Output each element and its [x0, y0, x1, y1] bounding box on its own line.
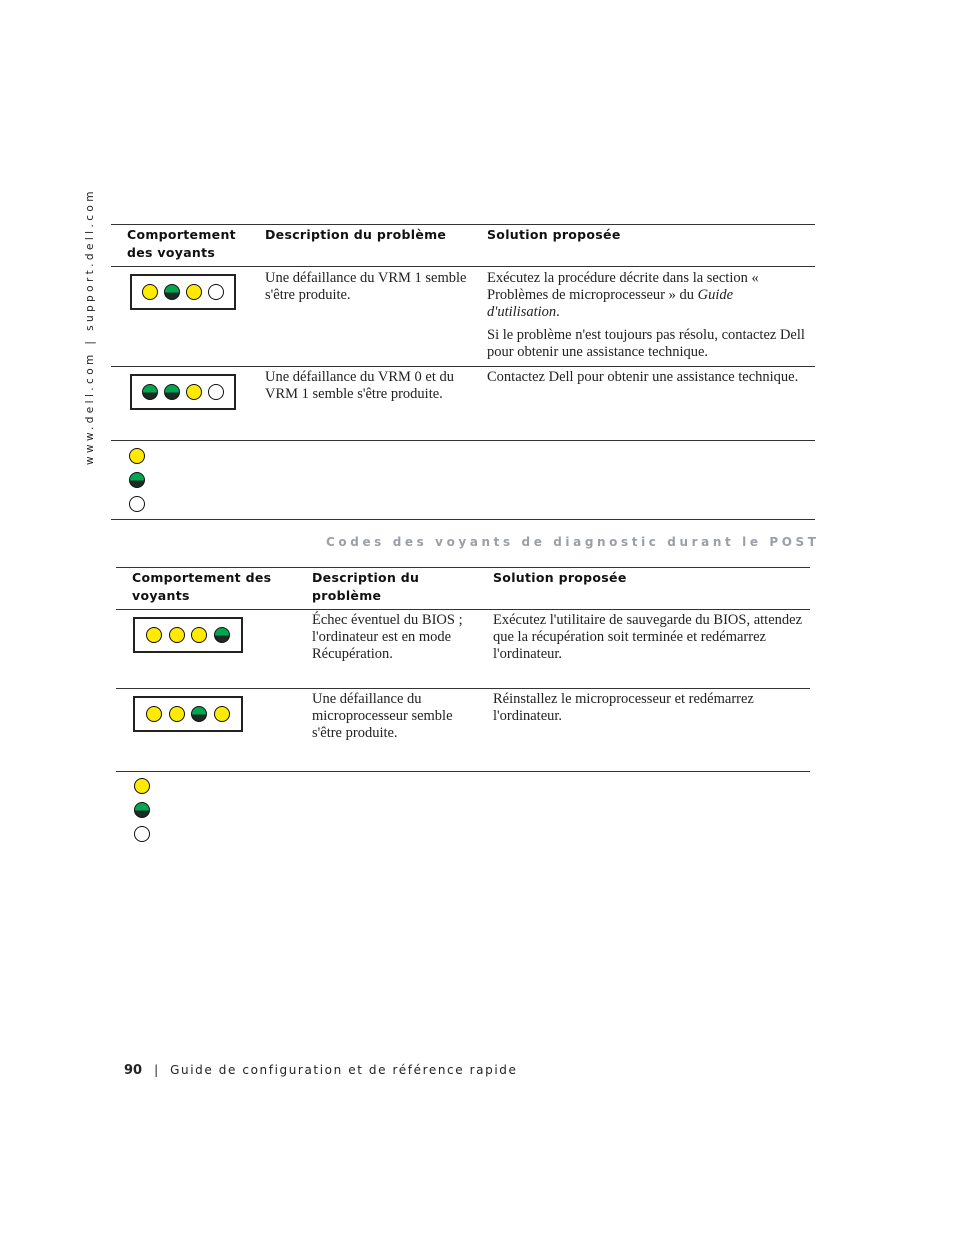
legend-green-led-icon [129, 472, 145, 488]
led-table-1 [111, 224, 815, 520]
header-solution: Solution proposée [493, 570, 627, 585]
section-title: Codes des voyants de diagnostic durant le POST [326, 535, 820, 549]
led-pattern [130, 374, 236, 410]
yellow-led-icon [186, 284, 202, 300]
header-solution: Solution proposée [487, 227, 621, 242]
legend-green-led-icon [134, 802, 150, 818]
header-description: Description du problème [312, 570, 420, 603]
proposed-solution: Contactez Dell pour obtenir une assistance technique. [487, 369, 799, 385]
off-led-icon [208, 284, 224, 300]
yellow-led-icon [191, 627, 207, 643]
page-number: 90 [124, 1063, 143, 1078]
yellow-led-icon [214, 706, 230, 722]
proposed-solution: Réinstallez le microprocesseur et redémarrez l'ordinateur. [493, 691, 754, 724]
green-led-icon [214, 627, 230, 643]
led-pattern [130, 274, 236, 310]
off-led-icon [208, 384, 224, 400]
header-behavior: Comportement des voyants [132, 570, 272, 603]
legend-yellow-led-icon [129, 448, 145, 464]
yellow-led-icon [146, 627, 162, 643]
problem-description: Une défaillance du microprocesseur semble s'être produite. [312, 691, 453, 741]
legend-off-led-icon [129, 496, 145, 512]
problem-description: Une défaillance du VRM 1 semble s'être produite. [265, 270, 467, 303]
led-table-2 [116, 567, 810, 841]
led-pattern [133, 617, 243, 653]
yellow-led-icon [142, 284, 158, 300]
legend-yellow-led-icon [134, 778, 150, 794]
footer-separator: | [154, 1063, 159, 1077]
proposed-solution: Exécutez l'utilitaire de sauvegarde du BIOS, attendez que la récupération soit terminée et redémarrez l'ordinateur. [493, 612, 803, 662]
problem-description: Échec éventuel du BIOS ; l'ordinateur est en mode Récupération. [312, 612, 463, 662]
led-pattern [133, 696, 243, 732]
green-led-icon [142, 384, 158, 400]
header-description: Description du problème [265, 227, 447, 242]
footer-title: Guide de configuration et de référence rapide [170, 1063, 518, 1077]
green-led-icon [164, 284, 180, 300]
green-led-icon [191, 706, 207, 722]
header-behavior: Comportement des voyants [127, 227, 236, 260]
problem-description: Une défaillance du VRM 0 et du VRM 1 semble s'être produite. [265, 369, 454, 402]
side-url: www.dell.com | support.dell.com [84, 188, 96, 465]
yellow-led-icon [169, 627, 185, 643]
yellow-led-icon [146, 706, 162, 722]
proposed-solution: Exécutez la procédure décrite dans la section « Problèmes de microprocesseur » du Guide d'utilisation. Si le problème n'est toujours pas résolu, contactez Dell pour obtenir une assistance technique. [487, 270, 805, 360]
yellow-led-icon [186, 384, 202, 400]
yellow-led-icon [169, 706, 185, 722]
page-footer [124, 1063, 518, 1078]
legend-off-led-icon [134, 826, 150, 842]
green-led-icon [164, 384, 180, 400]
